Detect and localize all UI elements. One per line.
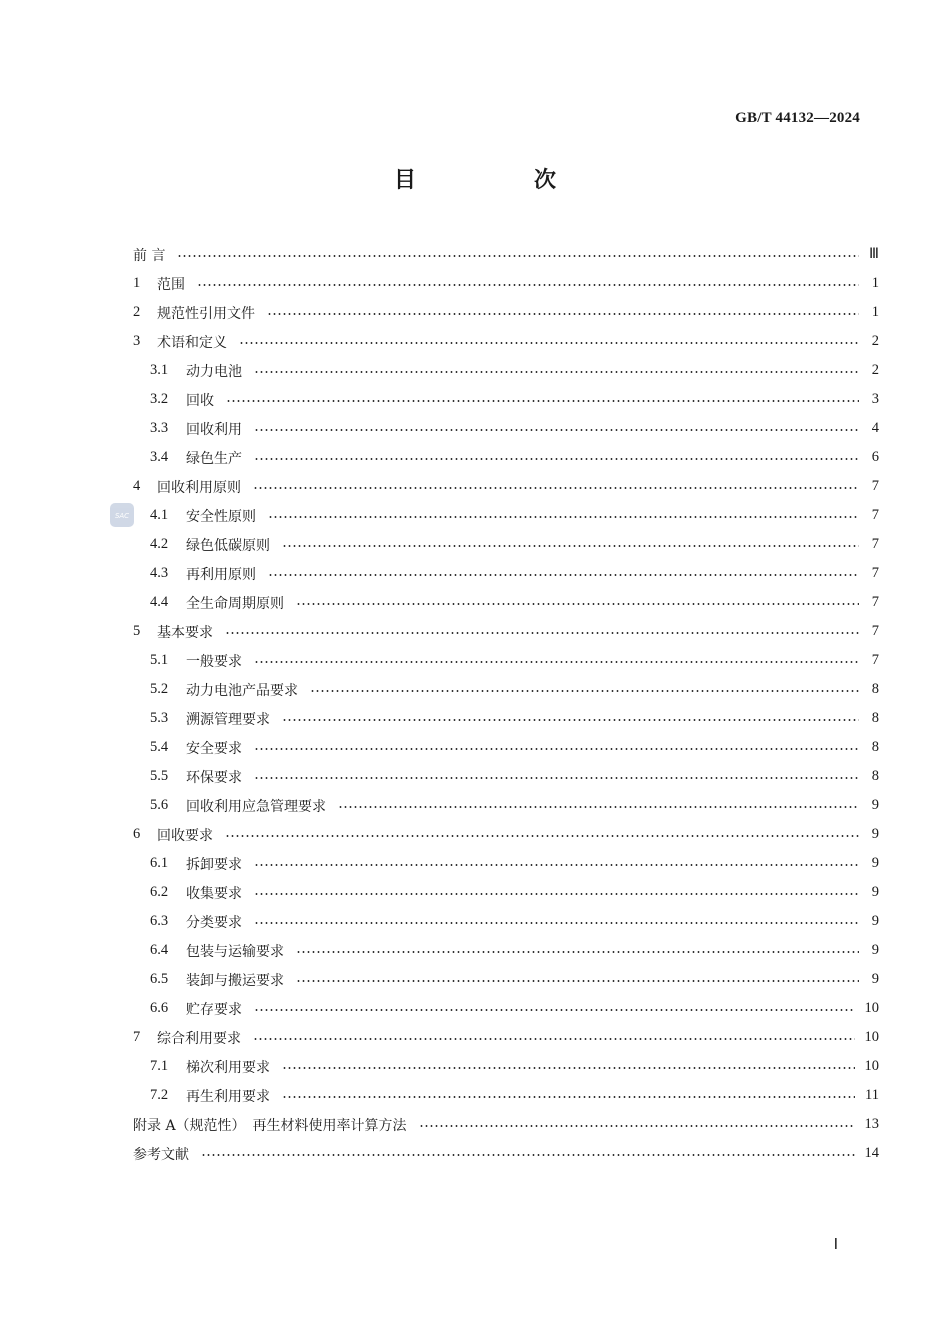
table-of-contents: [133, 240, 879, 1168]
dot-leader: [254, 458, 859, 460]
toc-entry-number: 3.2: [150, 391, 169, 407]
dot-leader: [201, 1154, 855, 1156]
dot-leader: [282, 1096, 855, 1098]
toc-entry-title: 回收要求: [157, 827, 213, 844]
dot-leader: [254, 864, 859, 866]
dot-leader: [282, 545, 859, 547]
dot-leader: [296, 980, 859, 982]
dot-leader: [310, 690, 859, 692]
dot-leader: [254, 429, 859, 431]
toc-entry-title: 绿色生产: [186, 450, 242, 467]
toc-entry-number: 4: [133, 478, 141, 494]
toc-entry[interactable]: [133, 617, 879, 646]
toc-entry-page: Ⅲ: [869, 246, 879, 262]
toc-entry[interactable]: [133, 443, 879, 472]
toc-entry[interactable]: [133, 1139, 879, 1168]
toc-entry-number: 6.5: [150, 971, 169, 987]
dot-leader: [254, 661, 859, 663]
toc-entry-title: 回收利用: [186, 421, 242, 438]
toc-entry-page: 9: [871, 855, 879, 871]
toc-entry[interactable]: [133, 1081, 879, 1110]
toc-entry-number: 6: [133, 826, 141, 842]
toc-entry-page: 10: [864, 1058, 879, 1074]
dot-leader: [296, 951, 859, 953]
toc-entry-page: 14: [864, 1145, 879, 1161]
toc-entry-page: 4: [871, 420, 879, 436]
toc-entry-number: 4.2: [150, 536, 169, 552]
toc-entry-title: 附录 A（规范性） 再生材料使用率计算方法: [133, 1117, 407, 1134]
dot-leader: [254, 777, 859, 779]
toc-entry-number: 6.2: [150, 884, 169, 900]
toc-entry-title: 贮存要求: [186, 1001, 242, 1018]
toc-entry-title: 再利用原则: [186, 566, 256, 583]
toc-entry-number: 5.1: [150, 652, 169, 668]
logo-icon: [113, 510, 131, 520]
toc-entry-number: 2: [133, 304, 141, 320]
toc-entry-page: 11: [865, 1087, 879, 1103]
toc-entry-title: 梯次利用要求: [186, 1059, 270, 1076]
toc-entry-page: 9: [871, 971, 879, 987]
toc-entry-page: 2: [871, 362, 879, 378]
dot-leader: [268, 574, 859, 576]
dot-leader: [268, 516, 859, 518]
toc-entry-number: 4.3: [150, 565, 169, 581]
toc-entry-number: 5.6: [150, 797, 169, 813]
toc-entry-number: 5.4: [150, 739, 169, 755]
toc-entry-title: 全生命周期原则: [186, 595, 284, 612]
toc-entry-number: 4.4: [150, 594, 169, 610]
toc-entry-number: 3.4: [150, 449, 169, 465]
toc-entry-number: 5.5: [150, 768, 169, 784]
toc-entry[interactable]: [133, 327, 879, 356]
dot-leader: [253, 487, 859, 489]
dot-leader: [254, 1009, 855, 1011]
toc-entry-number: 7.1: [150, 1058, 169, 1074]
dot-leader: [253, 1038, 855, 1040]
toc-entry-page: 8: [871, 710, 879, 726]
toc-entry-page: 9: [871, 942, 879, 958]
toc-entry[interactable]: [133, 675, 879, 704]
toc-entry[interactable]: [133, 878, 879, 907]
toc-entry-page: 8: [871, 681, 879, 697]
toc-entry-page: 10: [864, 1029, 879, 1045]
watermark-logo-icon: [110, 503, 134, 527]
toc-entry-page: 7: [871, 507, 879, 523]
dot-leader: [296, 603, 859, 605]
toc-entry-page: 8: [871, 739, 879, 755]
toc-entry-title: 回收: [186, 392, 214, 409]
toc-entry[interactable]: [133, 994, 879, 1023]
page-number: Ⅰ: [833, 1237, 838, 1253]
toc-entry-page: 1: [871, 275, 879, 291]
toc-entry[interactable]: [133, 1052, 879, 1081]
toc-entry-number: 6.4: [150, 942, 169, 958]
toc-entry-title: 术语和定义: [157, 334, 227, 351]
toc-entry-number: 1: [133, 275, 141, 291]
toc-entry-title: 参考文献: [133, 1146, 189, 1163]
toc-entry-page: 9: [871, 826, 879, 842]
toc-entry-number: 3.3: [150, 420, 169, 436]
toc-entry-page: 9: [871, 913, 879, 929]
toc-entry-page: 8: [871, 768, 879, 784]
toc-entry-title: 溯源管理要求: [186, 711, 270, 728]
toc-entry-number: 5.3: [150, 710, 169, 726]
toc-entry[interactable]: [133, 1023, 879, 1052]
dot-leader: [225, 835, 859, 837]
dot-leader: [197, 284, 859, 286]
toc-entry-title: 安全性原则: [186, 508, 256, 525]
toc-entry-title: 包装与运输要求: [186, 943, 284, 960]
dot-leader: [419, 1125, 855, 1127]
dot-leader: [338, 806, 859, 808]
page-title: 目 次: [393, 168, 604, 193]
toc-entry[interactable]: [133, 240, 879, 269]
toc-entry[interactable]: [133, 588, 879, 617]
toc-entry[interactable]: [133, 733, 879, 762]
toc-entry-number: 6.3: [150, 913, 169, 929]
toc-entry-title: 规范性引用文件: [157, 305, 255, 322]
dot-leader: [254, 371, 859, 373]
toc-entry[interactable]: [133, 385, 879, 414]
toc-entry-title: 安全要求: [186, 740, 242, 757]
toc-entry-number: 3: [133, 333, 141, 349]
toc-entry-title: 回收利用原则: [157, 479, 241, 496]
toc-entry-title: 基本要求: [157, 624, 213, 641]
toc-entry-number: 5: [133, 623, 141, 639]
toc-entry-page: 7: [871, 652, 879, 668]
toc-entry-title: 前 言: [133, 247, 166, 264]
toc-entry-title: 范围: [157, 276, 185, 293]
toc-entry-page: 9: [871, 884, 879, 900]
toc-entry[interactable]: [133, 704, 879, 733]
toc-entry[interactable]: [133, 936, 879, 965]
dot-leader: [239, 342, 859, 344]
svg-text:SAC: SAC: [114, 512, 130, 520]
toc-entry-title: 综合利用要求: [157, 1030, 241, 1047]
toc-entry-title: 再生利用要求: [186, 1088, 270, 1105]
toc-entry-page: 7: [871, 594, 879, 610]
toc-entry-number: 4.1: [150, 507, 169, 523]
toc-entry-page: 3: [871, 391, 879, 407]
toc-entry-page: 7: [871, 565, 879, 581]
toc-entry[interactable]: [133, 849, 879, 878]
dot-leader: [225, 632, 859, 634]
toc-entry-page: 10: [864, 1000, 879, 1016]
toc-entry-title: 动力电池产品要求: [186, 682, 298, 699]
toc-entry[interactable]: [133, 472, 879, 501]
toc-entry-number: 7: [133, 1029, 141, 1045]
toc-entry-page: 1: [871, 304, 879, 320]
toc-entry[interactable]: [133, 356, 879, 385]
toc-entry-page: 7: [871, 478, 879, 494]
toc-entry-title: 分类要求: [186, 914, 242, 931]
toc-entry-title: 收集要求: [186, 885, 242, 902]
dot-leader: [267, 313, 859, 315]
toc-entry-number: 6.6: [150, 1000, 169, 1016]
toc-entry-page: 9: [871, 797, 879, 813]
toc-entry[interactable]: [133, 646, 879, 675]
toc-entry-title: 回收利用应急管理要求: [186, 798, 326, 815]
toc-entry-title: 装卸与搬运要求: [186, 972, 284, 989]
dot-leader: [177, 255, 859, 257]
toc-entry[interactable]: [133, 269, 879, 298]
toc-entry-number: 3.1: [150, 362, 169, 378]
dot-leader: [254, 922, 859, 924]
toc-entry[interactable]: [133, 298, 879, 327]
toc-entry[interactable]: [133, 907, 879, 936]
dot-leader: [254, 893, 859, 895]
toc-entry-number: 5.2: [150, 681, 169, 697]
toc-entry-page: 13: [864, 1116, 879, 1132]
toc-entry-title: 绿色低碳原则: [186, 537, 270, 554]
toc-entry[interactable]: [133, 501, 879, 530]
toc-entry-page: 6: [871, 449, 879, 465]
dot-leader: [282, 1067, 855, 1069]
dot-leader: [254, 748, 859, 750]
standard-code: GB/T 44132—2024: [735, 110, 860, 126]
toc-entry-title: 一般要求: [186, 653, 242, 670]
toc-entry[interactable]: [133, 530, 879, 559]
toc-entry-page: 7: [871, 536, 879, 552]
toc-entry-page: 2: [871, 333, 879, 349]
toc-entry-title: 环保要求: [186, 769, 242, 786]
toc-entry[interactable]: [133, 414, 879, 443]
toc-entry[interactable]: [133, 791, 879, 820]
toc-entry-page: 7: [871, 623, 879, 639]
toc-entry[interactable]: [133, 1110, 879, 1139]
toc-entry[interactable]: [133, 762, 879, 791]
toc-entry-number: 7.2: [150, 1087, 169, 1103]
toc-entry[interactable]: [133, 559, 879, 588]
toc-entry[interactable]: [133, 965, 879, 994]
toc-entry-title: 动力电池: [186, 363, 242, 380]
toc-entry-number: 6.1: [150, 855, 169, 871]
toc-entry[interactable]: [133, 820, 879, 849]
dot-leader: [282, 719, 859, 721]
dot-leader: [226, 400, 859, 402]
toc-entry-title: 拆卸要求: [186, 856, 242, 873]
